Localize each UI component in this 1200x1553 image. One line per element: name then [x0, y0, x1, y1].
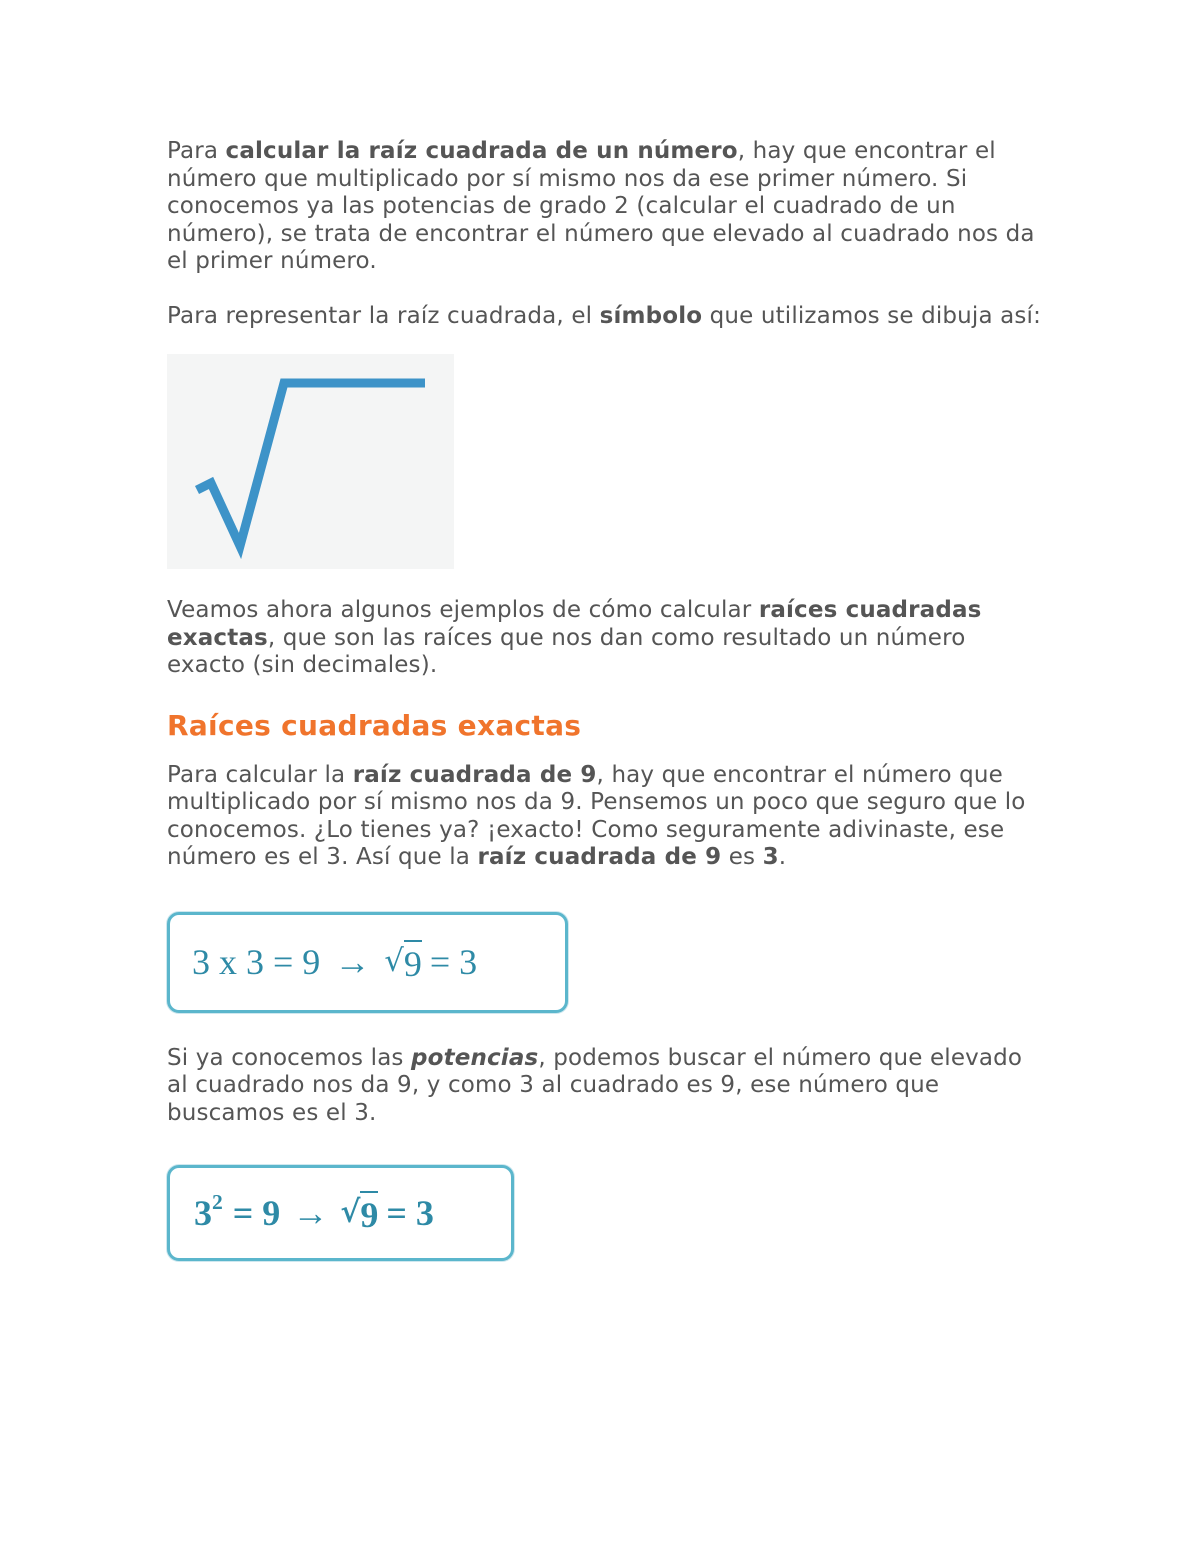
powers-bold-italic: potencias — [411, 1044, 539, 1071]
square-root-icon — [167, 354, 454, 569]
radicand: 9 — [404, 940, 422, 985]
powers-paragraph: Si ya conocemos las potencias, podemos buscar el número que elevado al cuadrado nos da 9, y como 3 al cuadrado es 9, ese número que buscamos es el 3. — [167, 1044, 1023, 1126]
multiplication-formula-box — [167, 912, 568, 1013]
section-heading: Raíces cuadradas exactas — [167, 708, 582, 742]
intro-bold: calcular la raíz cuadrada de un número — [225, 138, 738, 164]
document-page — [167, 138, 1047, 1261]
power-base: 3 — [194, 1193, 212, 1233]
radical-sign: √ — [340, 1194, 361, 1230]
intro-paragraph: Para calcular la raíz cuadrada de un número, hay que encontrar el número que multiplicado por sí mismo nos da ese primer número. Si conocemos ya las potencias de grado 2 (calcular el cuadrado de un número), se trata de encontrar el número que elevado al cuadrado nos da el primer número. — [167, 138, 1035, 274]
power-formula-box — [167, 1165, 514, 1261]
square-root-symbol-image — [167, 354, 454, 569]
formula-result: = 3 — [429, 942, 478, 982]
power-exponent: 2 — [212, 1189, 223, 1214]
arrow-icon: → — [334, 942, 371, 982]
symbol-bold: símbolo — [599, 302, 703, 329]
root-of-nine-paragraph: Para calcular la raíz cuadrada de 9, hay que encontrar el número que multiplicado por sí mismo nos da 9. Pensemos un poco que seguro que lo conocemos. ¿Lo tienes ya? ¡exacto! Como seguramente adivinaste, ese número es el 3. Así que la raíz cuadrada de 9 es 3. — [167, 761, 1026, 870]
power-equals: = 9 — [232, 1193, 281, 1233]
formula-left: 3 x 3 = 9 — [192, 942, 321, 982]
radical-sign: √ — [384, 943, 404, 979]
examples-intro-paragraph: Veamos ahora algunos ejemplos de cómo calcular raíces cuadradas exactas, que son las raíces que nos dan como resultado un número exacto (sin decimales). — [167, 597, 982, 678]
radicand: 9 — [360, 1191, 378, 1236]
formula-result: = 3 — [386, 1193, 434, 1233]
exact-roots-bold: raíces cuadradas exactas — [167, 597, 982, 651]
symbol-paragraph: Para representar la raíz cuadrada, el símbolo que utilizamos se dibuja así: — [167, 302, 1041, 329]
arrow-icon: → — [292, 1193, 329, 1233]
